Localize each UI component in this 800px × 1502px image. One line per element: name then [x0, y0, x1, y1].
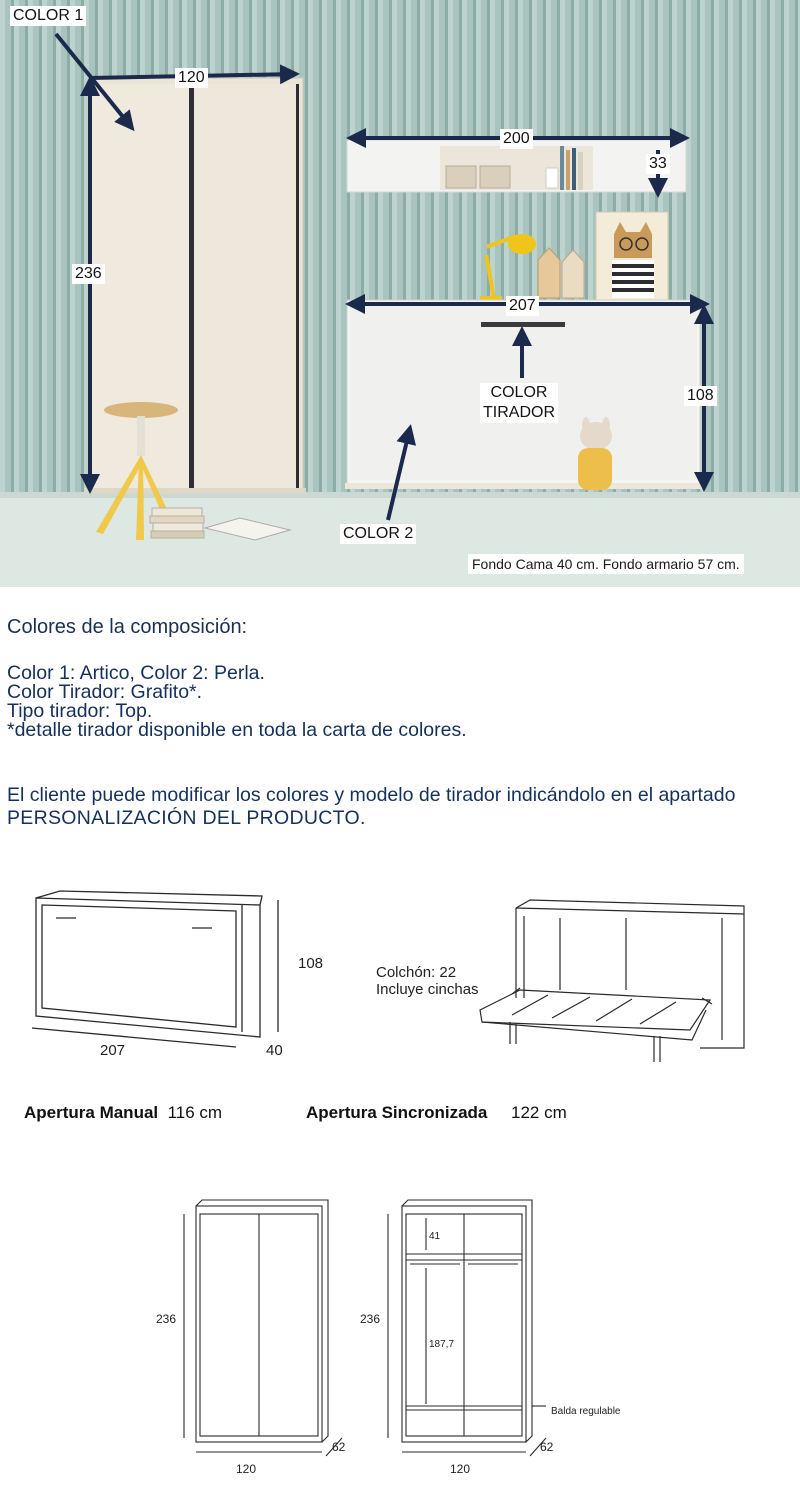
label-color-tirador-line1: COLOR — [490, 384, 548, 401]
cat-picture — [596, 212, 668, 300]
bed-depth-label: 40 — [266, 1042, 283, 1059]
opening-sync — [306, 1103, 567, 1123]
wardrobe-depth-right: 62 — [540, 1440, 554, 1454]
bed-open-drawing — [480, 900, 744, 1062]
wardrobe-interior-drawing — [388, 1200, 546, 1456]
label-color-tirador — [480, 383, 558, 423]
mattress-line: Incluye cinchas — [376, 981, 479, 998]
bed-closed-drawing — [32, 891, 278, 1047]
label-color-tirador-line2: TIRADOR — [483, 404, 555, 421]
color-line: Tipo tirador: Top. — [7, 700, 153, 722]
label-height-shelf: 33 — [646, 154, 670, 174]
wardrobe — [84, 78, 306, 494]
bed-width-label: 207 — [100, 1042, 126, 1059]
personalization-link: PERSONALIZACIÓN DEL PRODUCTO — [7, 807, 360, 829]
wardrobe-width-right: 120 — [450, 1462, 471, 1476]
label-width-bed: 207 — [506, 296, 539, 316]
section-heading: Colores de la composición: — [7, 616, 248, 638]
color-line: Color Tirador: Grafito*. — [7, 681, 203, 703]
technical-drawings — [0, 860, 800, 1502]
label-color1: COLOR 1 — [10, 6, 86, 26]
label-color2: COLOR 2 — [340, 524, 416, 544]
color-list — [7, 664, 793, 740]
opening-manual-value: 116 cm — [167, 1103, 223, 1122]
wardrobe-height-left: 236 — [156, 1312, 177, 1326]
hanging-height-label: 187,7 — [429, 1339, 455, 1350]
color-line: Color 1: Artico, Color 2: Perla. — [7, 662, 265, 684]
paragraph-end: . — [359, 807, 366, 829]
wardrobe-front-drawing — [184, 1200, 342, 1456]
wardrobe-width-left: 120 — [236, 1462, 257, 1476]
wardrobe-height-right: 236 — [360, 1312, 381, 1326]
paragraph-text: El cliente puede modificar los colores y modelo de tirador indicándolo en el apartado — [7, 784, 736, 806]
color-line: *detalle tirador disponible en toda la carta de colores. — [7, 719, 467, 741]
product-photo — [0, 0, 800, 587]
opening-sync-value: 122 cm — [511, 1103, 567, 1122]
mattress-line: Colchón: 22 — [376, 964, 457, 981]
wardrobe-depth-left: 62 — [332, 1440, 346, 1454]
room-illustration — [0, 0, 800, 587]
depth-note: Fondo Cama 40 cm. Fondo armario 57 cm. — [468, 554, 744, 574]
opening-manual — [24, 1103, 222, 1123]
label-height-bed: 108 — [684, 386, 717, 406]
opening-manual-label: Apertura Manual — [24, 1103, 159, 1122]
label-height-wardrobe: 236 — [72, 264, 105, 284]
shelf-label: Balda regulable — [551, 1406, 621, 1417]
bed-height-label: 108 — [298, 955, 324, 972]
plush-toy — [578, 417, 612, 490]
opening-sync-label: Apertura Sincronizada — [306, 1103, 488, 1122]
label-width-wardrobe: 120 — [175, 68, 208, 88]
mattress-note — [376, 964, 479, 998]
label-width-shelf: 200 — [500, 129, 533, 149]
customization-paragraph — [7, 784, 793, 830]
top-compartment-label: 41 — [429, 1231, 441, 1242]
